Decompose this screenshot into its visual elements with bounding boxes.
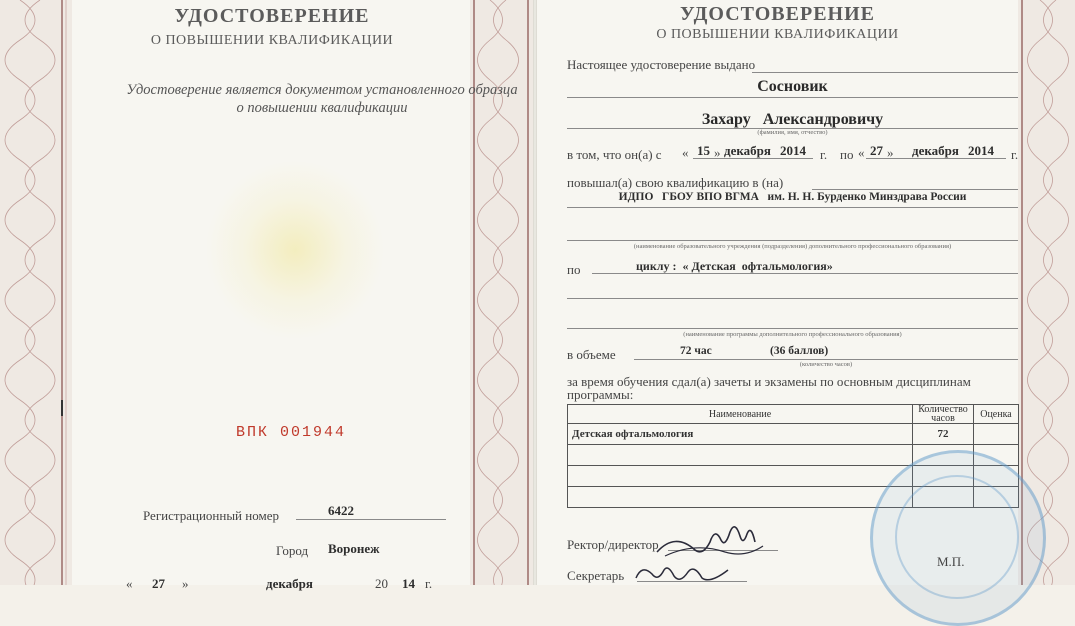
date-year-g: г.: [425, 576, 433, 591]
right-title: УДОСТОВЕРЕНИЕ: [680, 3, 875, 25]
year-g2: г.: [1011, 147, 1019, 162]
reg-number-label: Регистрационный номер: [143, 508, 279, 523]
program-line1: [592, 273, 1018, 274]
program-caption: (наименование программы дополнительного профессионального образования): [683, 331, 902, 338]
from-day: 15: [697, 143, 710, 158]
surname-line: [567, 97, 1018, 98]
date-close-quote: »: [182, 576, 189, 591]
col-hours-header-1: Количество: [918, 404, 968, 415]
to-open-quote: «: [858, 145, 865, 160]
date-year-prefix: 20: [375, 576, 388, 591]
right-subtitle: О ПОВЫШЕНИИ КВАЛИФИКАЦИИ: [656, 27, 899, 42]
issued-line: [752, 72, 1018, 73]
reg-number-value: 6422: [328, 503, 354, 518]
col-name-header: Наименование: [568, 405, 913, 424]
institution: ИДПО ГБОУ ВПО ВГМА им. Н. Н. Бурденко Минздрава России: [618, 191, 967, 203]
to-close-quote: »: [887, 145, 894, 160]
name-caption: (фамилия, имя, отчество): [757, 129, 828, 136]
qualification-line: [812, 189, 1018, 190]
from-open-quote: «: [682, 145, 689, 160]
program-line2: [567, 298, 1018, 299]
serial-number: ВПК 001944: [236, 424, 347, 441]
volume-hours: 72 час: [680, 345, 712, 357]
from-close-quote: »: [714, 145, 721, 160]
left-subtitle: О ПОВЫШЕНИИ КВАЛИФИКАЦИИ: [150, 33, 394, 48]
left-title: УДОСТОВЕРЕНИЕ: [174, 5, 370, 27]
to-label: по: [840, 147, 854, 162]
to-date-line: [866, 158, 1006, 159]
date-open-quote: «: [126, 576, 133, 591]
guilloche-border-left: [0, 0, 72, 585]
to-year: 2014: [968, 143, 994, 158]
from-month: декабря: [724, 143, 771, 158]
mp-label: М.П.: [937, 554, 965, 569]
secretary-label: Секретарь: [567, 568, 625, 583]
date-year-suffix: 14: [402, 576, 415, 591]
margin-mark: [61, 400, 63, 416]
issued-label: Настоящее удостоверение выдано: [567, 57, 756, 72]
date-day: 27: [152, 576, 165, 591]
volume-line: [634, 359, 1018, 360]
date-month: декабря: [266, 576, 313, 591]
col-hours-header: [913, 405, 974, 424]
rector-signature-icon: [655, 512, 765, 560]
period-prefix: в том, что он(а) с: [567, 147, 662, 162]
from-year: 2014: [780, 143, 806, 158]
row-name: [568, 487, 913, 508]
row-hours: 72: [913, 424, 974, 445]
qualification-label: повышал(а) свою квалификацию в (на): [567, 175, 784, 190]
to-day: 27: [870, 143, 883, 158]
reg-number-line: [296, 519, 446, 520]
given-names: Захару Александровичу: [701, 111, 884, 128]
from-date-line: [693, 158, 813, 159]
program-label: по: [567, 262, 581, 277]
volume-caption: (количество часов): [799, 361, 853, 368]
row-name: [568, 466, 913, 487]
exams-line1: за время обучения сдал(а) зачеты и экзамены по основным дисциплинам: [567, 374, 971, 389]
institution-line1: [567, 207, 1018, 208]
institution-line2: [567, 240, 1018, 241]
institution-caption: (наименование образовательного учреждения (подразделения) дополнительного профессионального образования): [633, 243, 952, 250]
volume-label: в объеме: [567, 347, 616, 362]
year-g1: г.: [820, 147, 828, 162]
watermark-rosette: [205, 160, 385, 340]
rector-label: Ректор/директор: [567, 537, 659, 552]
grades-header-row: [568, 405, 1019, 424]
program-line3: [567, 328, 1018, 329]
col-grade-header: Оценка: [974, 405, 1019, 424]
secretary-signature-icon: [632, 560, 732, 585]
row-name: [568, 445, 913, 466]
to-month: декабря: [912, 143, 959, 158]
table-row: [568, 424, 1019, 445]
program-name: циклу : « Детская офтальмология»: [636, 259, 833, 273]
row-name: Детская офтальмология: [568, 424, 913, 445]
volume-points: (36 баллов): [770, 345, 829, 357]
city-value: Воронеж: [328, 541, 380, 556]
city-label: Город: [276, 543, 309, 558]
row-grade: [974, 424, 1019, 445]
exams-line2: программы:: [567, 387, 634, 402]
official-seal-inner-ring: [895, 475, 1019, 599]
left-note-line2: о повышении квалификации: [236, 100, 408, 116]
surname: Сосновик: [757, 78, 828, 95]
col-hours-header-2: часов: [931, 413, 955, 424]
left-note-line1: Удостоверение является документом установленного образца: [126, 82, 518, 98]
